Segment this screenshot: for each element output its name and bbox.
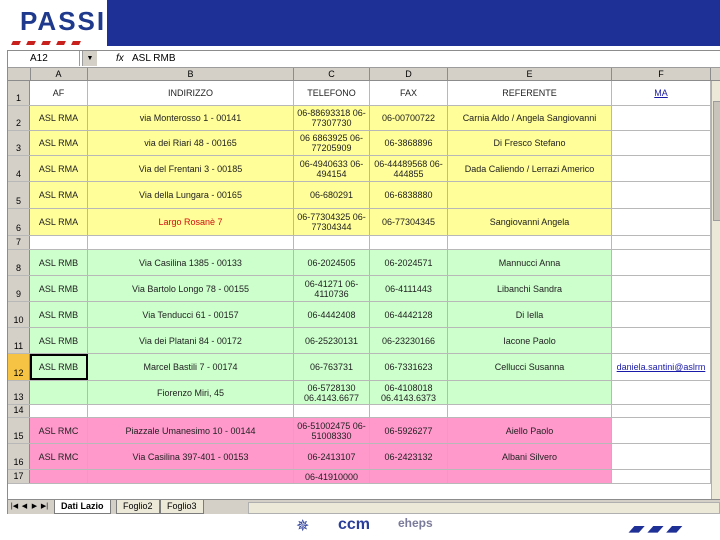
cell-af[interactable]: ASL RMA [30, 106, 88, 130]
column-headers [8, 68, 720, 81]
column-header-a[interactable]: A [30, 68, 88, 80]
cell-mail[interactable] [612, 131, 711, 155]
tab-dati-lazio[interactable]: Dati Lazio [54, 500, 111, 514]
formula-input[interactable]: ASL RMB [132, 53, 176, 64]
table-row [8, 209, 720, 236]
cell-indirizzo[interactable]: via Monterosso 1 - 00141 [88, 106, 294, 130]
table-row [8, 250, 720, 276]
cell-af[interactable] [30, 405, 88, 417]
table-row [8, 328, 720, 354]
fx-icon[interactable]: fx [116, 53, 124, 64]
cell-referente[interactable]: Di Fresco Stefano [448, 131, 612, 155]
row-header[interactable]: 14 [8, 405, 30, 417]
cell-fax[interactable]: 06-3868896 [370, 131, 448, 155]
next-sheet-icon[interactable]: ▶ [31, 503, 38, 510]
cell-telefono[interactable]: 06-680291 [294, 182, 370, 208]
cell-referente[interactable]: Cellucci Susanna [448, 354, 612, 380]
cell-indirizzo[interactable] [88, 470, 294, 483]
logo-dots [12, 32, 87, 50]
cell-mail[interactable] [612, 156, 711, 181]
cell-indirizzo[interactable]: Via Casilina 397-401 - 00153 [88, 444, 294, 469]
last-sheet-icon[interactable]: ▶| [40, 503, 49, 510]
cell-af[interactable]: ASL RMC [30, 418, 88, 443]
cell-telefono[interactable]: 06-4442408 [294, 302, 370, 327]
table-row [8, 444, 720, 470]
cell-indirizzo[interactable]: Via del Frentani 3 - 00185 [88, 156, 294, 181]
cell-indirizzo[interactable]: via dei Riari 48 - 00165 [88, 131, 294, 155]
passi-mark-icon: ▰ ▰ ▰ [626, 518, 686, 538]
cell-mail[interactable] [612, 418, 711, 443]
cell-indirizzo[interactable]: Via Tenducci 61 - 00157 [88, 302, 294, 327]
row-header[interactable]: 10 [8, 302, 30, 327]
ministry-seal-icon: ✵ [296, 518, 310, 535]
table-row [8, 182, 720, 209]
row-header[interactable]: 1 [8, 81, 30, 105]
table-row [8, 276, 720, 302]
cell-fax[interactable]: FAX [370, 81, 448, 105]
cell-referente[interactable]: Albani Silvero [448, 444, 612, 469]
cell-mail[interactable] [612, 250, 711, 275]
cell-referente[interactable]: Di Iella [448, 302, 612, 327]
cell-telefono[interactable]: 06-88693318 06-77307730 [294, 106, 370, 130]
tab-foglio3[interactable]: Foglio3 [160, 500, 204, 514]
cell-mail[interactable] [612, 302, 711, 327]
eheps-logo: eheps [398, 516, 433, 530]
table-row [8, 156, 720, 182]
cell-af[interactable]: AF [30, 81, 88, 105]
cell-fax[interactable]: 06-5926277 [370, 418, 448, 443]
cell-telefono[interactable]: 06-2024505 [294, 250, 370, 275]
footer-logos [0, 514, 720, 540]
column-header-d[interactable]: D [370, 68, 448, 80]
cell-referente[interactable]: REFERENTE [448, 81, 612, 105]
cell-mail[interactable] [612, 276, 711, 301]
cell-fax[interactable]: 06-6838880 [370, 182, 448, 208]
cell-mail[interactable] [612, 470, 711, 483]
cell-fax[interactable]: 06-77304345 [370, 209, 448, 235]
cell-fax[interactable]: 06-4108018 06.4143.6373 [370, 381, 448, 404]
prev-sheet-icon[interactable]: ◀ [21, 503, 28, 510]
cell-telefono[interactable]: 06-41271 06-4110736 [294, 276, 370, 301]
cell-fax[interactable] [370, 405, 448, 417]
cell-referente[interactable] [448, 381, 612, 404]
cell-telefono[interactable]: 06-25230131 [294, 328, 370, 353]
cell-indirizzo[interactable]: Via Bartolo Longo 78 - 00155 [88, 276, 294, 301]
cell-mail[interactable]: daniela.santini@aslrm [612, 354, 711, 380]
cell-indirizzo[interactable] [88, 236, 294, 249]
cell-telefono[interactable]: 06-763731 [294, 354, 370, 380]
cell-grid [8, 81, 720, 499]
cell-telefono[interactable] [294, 236, 370, 249]
name-box[interactable]: A12 [8, 51, 80, 66]
cell-mail[interactable] [612, 236, 711, 249]
row-header[interactable]: 11 [8, 328, 30, 353]
row-header[interactable]: 9 [8, 276, 30, 301]
cell-telefono[interactable]: 06-4940633 06-494154 [294, 156, 370, 181]
row-header[interactable]: 15 [8, 418, 30, 443]
table-row [8, 131, 720, 156]
cell-telefono[interactable]: 06-41910000 [294, 470, 370, 483]
tab-foglio2[interactable]: Foglio2 [116, 500, 160, 514]
horizontal-scrollbar[interactable] [248, 502, 720, 514]
cell-referente[interactable]: Iacone Paolo [448, 328, 612, 353]
cell-referente[interactable] [448, 470, 612, 483]
row-header[interactable]: 7 [8, 236, 30, 249]
cell-indirizzo[interactable]: Largo Rosanè 7 [88, 209, 294, 235]
cell-af[interactable] [30, 470, 88, 483]
cell-referente[interactable]: Aiello Paolo [448, 418, 612, 443]
cell-mail[interactable] [612, 444, 711, 469]
row-header[interactable]: 16 [8, 444, 30, 469]
row-header[interactable]: 5 [8, 182, 30, 208]
chevron-down-icon[interactable]: ▼ [82, 51, 97, 66]
scroll-thumb[interactable] [713, 101, 720, 221]
column-header-e[interactable]: E [448, 68, 612, 80]
cell-telefono[interactable]: 06-5728130 06.4143.6677 [294, 381, 370, 404]
cell-mail[interactable] [612, 381, 711, 404]
cell-referente[interactable] [448, 182, 612, 208]
cell-indirizzo[interactable]: Via dei Platani 84 - 00172 [88, 328, 294, 353]
row-header[interactable]: 2 [8, 106, 30, 130]
cell-fax[interactable]: 06-00700722 [370, 106, 448, 130]
row-header[interactable]: 12 [8, 354, 30, 380]
cell-fax[interactable] [370, 470, 448, 483]
cell-af[interactable]: ASL RMA [30, 131, 88, 155]
column-header-f[interactable]: F [612, 68, 711, 80]
cell-fax[interactable]: 06-23230166 [370, 328, 448, 353]
cell-indirizzo[interactable]: Fiorenzo Miri, 45 [88, 381, 294, 404]
cell-af[interactable]: ASL RMB [30, 250, 88, 275]
cell-referente[interactable]: Sangiovanni Angela [448, 209, 612, 235]
column-header-c[interactable]: C [294, 68, 370, 80]
cell-fax[interactable]: 06-4442128 [370, 302, 448, 327]
cell-indirizzo[interactable]: Marcel Bastili 7 - 00174 [88, 354, 294, 380]
vertical-scrollbar[interactable] [711, 81, 720, 499]
cell-mail[interactable]: MA [612, 81, 711, 105]
cell-indirizzo[interactable]: INDIRIZZO [88, 81, 294, 105]
cell-telefono[interactable]: 06-2413107 [294, 444, 370, 469]
cell-mail[interactable] [612, 182, 711, 208]
table-row [8, 405, 720, 418]
row-header[interactable]: 3 [8, 131, 30, 155]
cell-mail[interactable] [612, 328, 711, 353]
header-blue-bar [107, 0, 720, 46]
cell-fax[interactable]: 06-44489568 06-444855 [370, 156, 448, 181]
cell-af[interactable]: ASL RMB [30, 328, 88, 353]
select-all-corner[interactable] [8, 68, 31, 80]
table-row [8, 418, 720, 444]
formula-bar [8, 51, 720, 68]
row-header[interactable]: 6 [8, 209, 30, 235]
cell-referente[interactable]: Libanchi Sandra [448, 276, 612, 301]
row-header[interactable]: 13 [8, 381, 30, 404]
table-row [8, 81, 720, 106]
cell-telefono[interactable] [294, 405, 370, 417]
cell-mail[interactable] [612, 405, 711, 417]
cell-indirizzo[interactable] [88, 405, 294, 417]
cell-indirizzo[interactable]: Via Casilina 1385 - 00133 [88, 250, 294, 275]
cell-fax[interactable] [370, 236, 448, 249]
cell-af[interactable]: ASL RMA [30, 156, 88, 181]
ccm-logo: ccm [338, 516, 371, 533]
cell-af[interactable] [30, 381, 88, 404]
cell-telefono[interactable]: 06 6863925 06-77205909 [294, 131, 370, 155]
cell-referente[interactable]: Carnia Aldo / Angela Sangiovanni [448, 106, 612, 130]
cell-mail[interactable] [612, 106, 711, 130]
presentation-header [0, 0, 720, 46]
cell-af[interactable]: ASL RMA [30, 182, 88, 208]
first-sheet-icon[interactable]: |◀ [10, 503, 19, 510]
cell-indirizzo[interactable]: Via della Lungara - 00165 [88, 182, 294, 208]
cell-af[interactable]: ASL RMB [30, 302, 88, 327]
table-row [8, 302, 720, 328]
row-header[interactable]: 4 [8, 156, 30, 181]
cell-af[interactable]: ASL RMB [30, 276, 88, 301]
cell-fax[interactable]: 06-4111443 [370, 276, 448, 301]
cell-af[interactable]: ASL RMB [30, 354, 88, 380]
column-header-b[interactable]: B [88, 68, 294, 80]
table-row [8, 470, 720, 484]
table-row [8, 354, 720, 381]
passi-logo: PASSI [20, 6, 107, 36]
cell-fax[interactable]: 06-2423132 [370, 444, 448, 469]
cell-telefono[interactable]: 06-77304325 06-77304344 [294, 209, 370, 235]
row-header[interactable]: 8 [8, 250, 30, 275]
table-row [8, 236, 720, 250]
row-header[interactable]: 17 [8, 470, 30, 483]
cell-af[interactable]: ASL RMA [30, 209, 88, 235]
cell-telefono[interactable]: TELEFONO [294, 81, 370, 105]
cell-indirizzo[interactable]: Piazzale Umanesimo 10 - 00144 [88, 418, 294, 443]
cell-telefono[interactable]: 06-51002475 06-51008330 [294, 418, 370, 443]
sheet-tabs-bar [8, 499, 720, 515]
cell-mail[interactable] [612, 209, 711, 235]
cell-referente[interactable]: Dada Caliendo / Lerrazi Americo [448, 156, 612, 181]
table-row [8, 381, 720, 405]
cell-referente[interactable] [448, 405, 612, 417]
cell-af[interactable]: ASL RMC [30, 444, 88, 469]
cell-af[interactable] [30, 236, 88, 249]
cell-referente[interactable]: Mannucci Anna [448, 250, 612, 275]
table-row [8, 106, 720, 131]
cell-referente[interactable] [448, 236, 612, 249]
spreadsheet-window [7, 50, 720, 516]
cell-fax[interactable]: 06-7331623 [370, 354, 448, 380]
cell-fax[interactable]: 06-2024571 [370, 250, 448, 275]
